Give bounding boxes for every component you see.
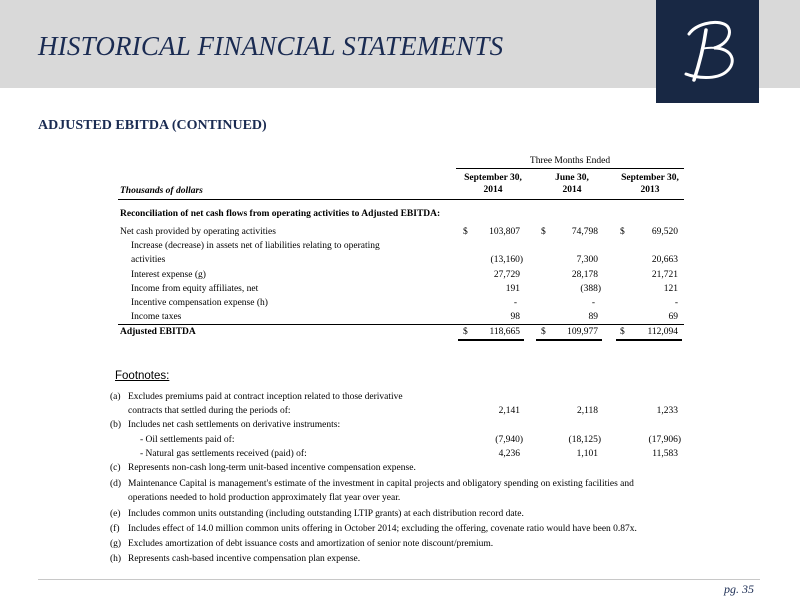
- row-value: -: [591, 298, 595, 308]
- units-label: Thousands of dollars: [120, 186, 203, 196]
- footnote-value: 11,583: [652, 449, 678, 459]
- page-number: pg. 35: [724, 582, 754, 596]
- footnote-text: Excludes premiums paid at contract inception related to those derivative: [128, 392, 403, 402]
- row-label: Incentive compensation expense (h): [131, 298, 268, 308]
- header-rule: [456, 168, 684, 169]
- section-subtitle: ADJUSTED EBITDA (CONTINUED): [38, 118, 267, 133]
- col2-header-line2: 2014: [562, 185, 582, 195]
- total-double-rule: [536, 339, 602, 341]
- row-value: -: [674, 298, 678, 308]
- footnote-text: contracts that settled during the periods of:: [128, 406, 291, 416]
- row-value: 121: [663, 284, 678, 294]
- row-value: 98: [510, 312, 520, 322]
- period-header: Three Months Ended: [529, 156, 611, 166]
- row-value: -: [513, 298, 517, 308]
- currency-symbol: $: [463, 227, 468, 237]
- footnote-marker: (d): [110, 479, 122, 489]
- total-double-rule: [616, 339, 682, 341]
- total-value: 109,977: [567, 327, 598, 337]
- total-label: Adjusted EBITDA: [120, 327, 196, 337]
- row-label: Increase (decrease) in assets net of liabilities relating to operating: [131, 241, 380, 251]
- currency-symbol: $: [541, 227, 546, 237]
- row-value: 69,520: [651, 227, 678, 237]
- currency-symbol: $: [463, 327, 468, 337]
- footnote-text: Represents non-cash long-term unit-based incentive compensation expense.: [128, 463, 416, 473]
- footnote-value: 1,233: [656, 406, 678, 416]
- footnote-marker: (e): [110, 509, 121, 519]
- footnote-value: 2,141: [498, 406, 520, 416]
- footnote-marker: (f): [110, 524, 120, 534]
- logo-b-icon: [656, 0, 759, 103]
- currency-symbol: $: [620, 327, 625, 337]
- page-title: HISTORICAL FINANCIAL STATEMENTS: [38, 31, 504, 61]
- row-value: (13,160): [490, 255, 523, 265]
- row-value: 69: [668, 312, 678, 322]
- row-label: Income from equity affiliates, net: [131, 284, 259, 294]
- row-value: 7,300: [576, 255, 598, 265]
- footnote-value: 2,118: [576, 406, 598, 416]
- footnote-text: Represents cash-based incentive compensation plan expense.: [128, 554, 361, 564]
- footnote-marker: (c): [110, 463, 121, 473]
- col3-header-line1: September 30,: [621, 173, 679, 183]
- col3-header-line2: 2013: [640, 185, 660, 195]
- footnote-text: Excludes amortization of debt issuance costs and amortization of senior note discount/premium.: [128, 539, 494, 549]
- total-value: 112,094: [647, 327, 678, 337]
- row-label: Net cash provided by operating activities: [120, 227, 276, 237]
- table-top-rule: [118, 199, 684, 200]
- footnote-marker: (b): [110, 420, 122, 430]
- footnote-text: Includes net cash settlements on derivative instruments:: [128, 420, 341, 430]
- col1-header-line1: September 30,: [464, 173, 522, 183]
- footnote-value: 4,236: [498, 449, 520, 459]
- footnote-text: - Oil settlements paid of:: [140, 435, 235, 445]
- footnote-value: 1,101: [576, 449, 598, 459]
- footnote-marker: (a): [110, 392, 121, 402]
- total-value: 118,665: [489, 327, 520, 337]
- footnote-marker: (g): [110, 539, 122, 549]
- total-double-rule: [458, 339, 524, 341]
- col1-header-line2: 2014: [483, 185, 503, 195]
- row-label: Income taxes: [131, 312, 182, 322]
- row-value: 103,807: [489, 227, 520, 237]
- footer-rule: [38, 579, 760, 580]
- currency-symbol: $: [541, 327, 546, 337]
- footnote-text: Includes common units outstanding (including outstanding LTIP grants) at each distribution record date.: [128, 509, 524, 519]
- footnote-marker: (h): [110, 554, 122, 564]
- row-value: 89: [588, 312, 598, 322]
- footnote-text: Includes effect of 14.0 million common units offering in October 2014; excluding the offering, covenate ratio would have been 0.87x.: [128, 524, 637, 534]
- footnote-value: (7,940): [495, 435, 523, 445]
- total-top-rule: [118, 324, 684, 325]
- footnote-value: (18,125): [568, 435, 601, 445]
- row-label: Interest expense (g): [131, 270, 206, 280]
- col2-header-line1: June 30,: [555, 173, 589, 183]
- row-label: activities: [131, 255, 166, 265]
- row-value: 191: [505, 284, 520, 294]
- row-value: 21,721: [651, 270, 678, 280]
- row-value: 28,178: [571, 270, 598, 280]
- row-value: (388): [580, 284, 601, 294]
- row-value: 20,663: [651, 255, 678, 265]
- section-heading: Reconciliation of net cash flows from operating activities to Adjusted EBITDA:: [120, 209, 441, 219]
- footnote-text: - Natural gas settlements received (paid) of:: [140, 449, 307, 459]
- row-value: 74,798: [571, 227, 598, 237]
- footnote-text: operations needed to hold production approximately flat year over year.: [128, 493, 401, 503]
- currency-symbol: $: [620, 227, 625, 237]
- row-value: 27,729: [493, 270, 520, 280]
- footnotes-title: Footnotes:: [115, 370, 170, 382]
- footnote-value: (17,906): [648, 435, 681, 445]
- brand-logo: [656, 0, 759, 103]
- footnote-text: Maintenance Capital is management's estimate of the investment in capital projects and obligatory spending on existing facilities and: [128, 479, 634, 489]
